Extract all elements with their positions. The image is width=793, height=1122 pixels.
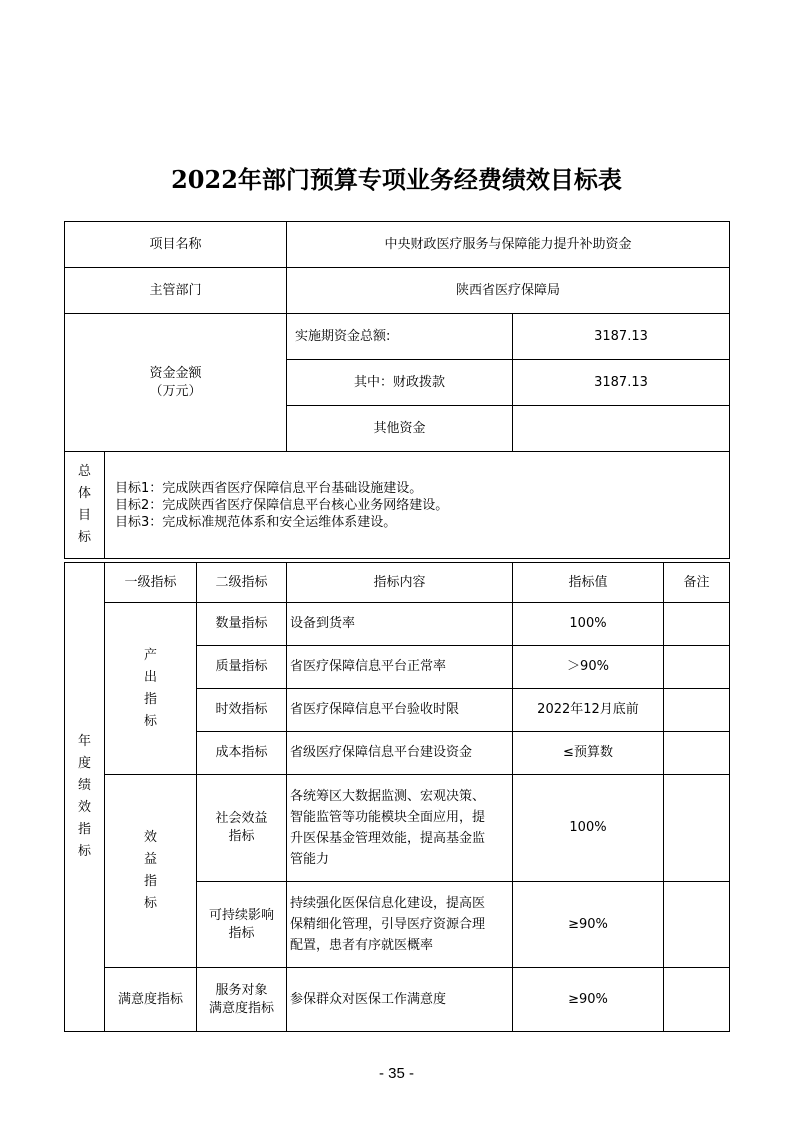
satisfaction-label: 满意度指标	[105, 968, 197, 1032]
content-cell: 设备到货率	[287, 603, 513, 646]
header-content: 指标内容	[287, 563, 513, 603]
level2-cell: 质量指标	[197, 646, 287, 689]
project-label: 项目名称	[65, 222, 287, 268]
header-level1: 一级指标	[105, 563, 197, 603]
project-row	[65, 222, 730, 268]
funds-total-row	[65, 314, 730, 360]
level2-cell: 数量指标	[197, 603, 287, 646]
note-cell	[664, 732, 730, 775]
funds-other-label: 其他资金	[287, 406, 513, 452]
value-cell: 100%	[513, 775, 664, 882]
page-title: 2022年部门预算专项业务经费绩效目标表	[171, 165, 622, 194]
note-cell	[664, 689, 730, 732]
value-cell: ≥90%	[513, 968, 664, 1032]
table-row	[65, 775, 730, 882]
overall-goals-content	[105, 452, 730, 559]
header-note: 备注	[664, 563, 730, 603]
table-row	[65, 968, 730, 1032]
overall-goals-row	[65, 452, 730, 559]
funds-other-value	[513, 406, 730, 452]
note-cell	[664, 646, 730, 689]
header-value: 指标值	[513, 563, 664, 603]
annual-label: 年 度 绩 效 指 标	[65, 563, 105, 1032]
level2-cell: 成本指标	[197, 732, 287, 775]
overall-goals-label: 总 体 目 标	[65, 452, 105, 559]
note-cell	[664, 775, 730, 882]
level2-cell: 时效指标	[197, 689, 287, 732]
content-cell: 省医疗保障信息平台正常率	[287, 646, 513, 689]
performance-table	[64, 221, 730, 1032]
department-row	[65, 268, 730, 314]
value-cell: 2022年12月底前	[513, 689, 664, 732]
goal-item: 目标2：完成陕西省医疗保障信息平台核心业务网络建设。	[115, 497, 449, 513]
content-cell: 参保群众对医保工作满意度	[287, 968, 513, 1032]
funds-total-value: 3187.13	[513, 314, 730, 360]
note-cell	[664, 968, 730, 1032]
header-level2: 二级指标	[197, 563, 287, 603]
output-label: 产 出 指 标	[105, 603, 197, 775]
content-cell: 省医疗保障信息平台验收时限	[287, 689, 513, 732]
funds-label-line1: 资金金额	[149, 365, 202, 381]
value-cell: 100%	[513, 603, 664, 646]
funds-fiscal-label: 其中：财政拨款	[287, 360, 513, 406]
goal-item: 目标3：完成标准规范体系和安全运维体系建设。	[115, 514, 397, 530]
funds-label	[65, 314, 287, 452]
benefit-label: 效 益 指 标	[105, 775, 197, 968]
content-cell: 持续强化医保信息化建设，提高医 保精细化管理，引导医疗资源合理 配置，患者有序就医概率	[287, 882, 513, 968]
funds-label-line2: （万元）	[149, 383, 202, 399]
funds-fiscal-value: 3187.13	[513, 360, 730, 406]
level2-cell: 可持续影响 指标	[197, 882, 287, 968]
page-number: - 35 -	[378, 1065, 414, 1082]
value-cell: ＞90%	[513, 646, 664, 689]
department-value: 陕西省医疗保障局	[287, 268, 730, 314]
content-cell: 各统筹区大数据监测、宏观决策、 智能监管等功能模块全面应用，提 升医保基金管理效能，提高基金监 管能力	[287, 775, 513, 882]
annual-header-row	[65, 563, 730, 603]
goal-item: 目标1：完成陕西省医疗保障信息平台基础设施建设。	[115, 480, 423, 496]
department-label: 主管部门	[65, 268, 287, 314]
note-cell	[664, 882, 730, 968]
value-cell: ≤预算数	[513, 732, 664, 775]
level2-cell: 社会效益 指标	[197, 775, 287, 882]
project-value: 中央财政医疗服务与保障能力提升补助资金	[287, 222, 730, 268]
level2-cell: 服务对象 满意度指标	[197, 968, 287, 1032]
content-cell: 省级医疗保障信息平台建设资金	[287, 732, 513, 775]
note-cell	[664, 603, 730, 646]
table-row	[65, 603, 730, 646]
value-cell: ≥90%	[513, 882, 664, 968]
funds-total-label: 实施期资金总额:	[287, 314, 513, 360]
